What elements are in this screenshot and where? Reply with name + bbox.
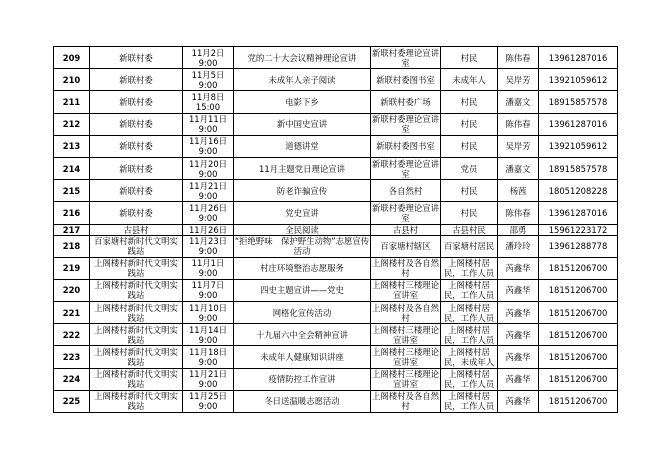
contact-cell: 芮鑫华 bbox=[498, 368, 539, 390]
row-number: 222 bbox=[54, 324, 90, 346]
unit-cell: 上阁楼村新时代文明实践站 bbox=[90, 324, 183, 346]
audience-cell: 上阁楼村居民，工作人员 bbox=[441, 324, 498, 346]
contact-cell: 吴岸芳 bbox=[498, 69, 539, 91]
unit-cell: 古县村 bbox=[90, 224, 183, 235]
unit-cell: 上阁楼村新时代文明实践站 bbox=[90, 302, 183, 324]
date-cell: 11月14日 9:00 bbox=[183, 324, 234, 346]
place-cell: 古县村 bbox=[371, 224, 441, 235]
place-cell: 上阁楼村三楼理论宣讲室 bbox=[372, 369, 439, 390]
row-number: 216 bbox=[54, 202, 90, 224]
row-number: 214 bbox=[54, 157, 90, 179]
row-number: 221 bbox=[54, 302, 90, 324]
date-cell: 11月18日 9:00 bbox=[183, 346, 234, 368]
place-cell: 各自然村 bbox=[371, 180, 441, 202]
contact-cell: 陈伟春 bbox=[498, 202, 539, 224]
row-number: 220 bbox=[54, 279, 90, 301]
date-cell: 11月7日 9:00 bbox=[183, 279, 234, 301]
date-cell: 11月21日 9:00 bbox=[183, 180, 234, 202]
table-row bbox=[54, 279, 618, 301]
phone-cell: 18915857578 bbox=[539, 157, 618, 179]
table-row bbox=[54, 180, 618, 202]
unit-cell: 上阁楼村新时代文明实践站 bbox=[90, 257, 183, 279]
unit-cell: 上阁楼村新时代文明实践站 bbox=[90, 390, 183, 412]
table-body bbox=[54, 47, 618, 413]
table-row bbox=[54, 390, 618, 412]
phone-cell: 13961287016 bbox=[539, 202, 618, 224]
table-row bbox=[54, 324, 618, 346]
title-cell: 党史宣讲 bbox=[234, 202, 371, 224]
phone-cell: 18151206700 bbox=[539, 257, 618, 279]
audience-cell: 党员 bbox=[441, 157, 498, 179]
title-cell: 四史主题宣讲——党史 bbox=[234, 279, 371, 301]
audience-cell: 村民 bbox=[441, 180, 498, 202]
title-cell: 党的二十大会议精神理论宣讲 bbox=[234, 47, 371, 69]
unit-cell: 新联村委 bbox=[90, 69, 183, 91]
place-cell: 新联村委广场 bbox=[371, 91, 441, 113]
title-cell: 防老诈骗宣传 bbox=[234, 180, 371, 202]
row-number: 219 bbox=[54, 257, 90, 279]
audience-cell: 上阁楼村居民，工作人员 bbox=[441, 302, 498, 324]
title-cell: 电影下乡 bbox=[234, 91, 371, 113]
row-number: 217 bbox=[54, 224, 90, 235]
row-number: 224 bbox=[54, 368, 90, 390]
contact-cell: 潘玲玲 bbox=[498, 235, 539, 257]
unit-cell: 百家塘村新时代文明实践站 bbox=[90, 235, 183, 257]
row-number: 213 bbox=[54, 135, 90, 157]
place-cell: 百家塘村辖区 bbox=[371, 235, 441, 257]
audience-cell: 上阁楼村居民，工作人员 bbox=[441, 279, 498, 301]
place-cell: 新联村委理论宣讲室 bbox=[372, 202, 439, 223]
table-row bbox=[54, 91, 618, 113]
date-cell: 11月25日 9:00 bbox=[183, 390, 234, 412]
contact-cell: 芮鑫华 bbox=[498, 302, 539, 324]
audience-cell: 村民 bbox=[441, 47, 498, 69]
audience-cell: 古县村民 bbox=[441, 224, 498, 235]
table-row bbox=[54, 135, 618, 157]
row-number: 218 bbox=[54, 235, 90, 257]
place-cell: 新联村委理论宣讲室 bbox=[372, 158, 439, 179]
audience-cell: 村民 bbox=[441, 91, 498, 113]
table-row bbox=[54, 113, 618, 135]
place-cell: 上阁楼村三楼理论宣讲室 bbox=[372, 347, 439, 368]
title-cell: 村庄环境整治志愿服务 bbox=[234, 257, 371, 279]
contact-cell: 陈伟春 bbox=[498, 113, 539, 135]
table-row bbox=[54, 69, 618, 91]
contact-cell: 潘嘉文 bbox=[498, 91, 539, 113]
phone-cell: 13961287016 bbox=[539, 113, 618, 135]
title-cell: 冬日送温暖志愿活动 bbox=[234, 390, 371, 412]
phone-cell: 18151206700 bbox=[539, 279, 618, 301]
date-cell: 11月5日 9:00 bbox=[183, 69, 234, 91]
date-cell: 11月1日 9:00 bbox=[183, 257, 234, 279]
date-cell: 11月20日 9:00 bbox=[183, 157, 234, 179]
place-cell: 新联村委理论宣讲室 bbox=[372, 47, 439, 68]
place-cell: 新联村委图书室 bbox=[371, 69, 441, 91]
table-row bbox=[54, 368, 618, 390]
unit-cell: 新联村委 bbox=[90, 180, 183, 202]
phone-cell: 18151206700 bbox=[539, 368, 618, 390]
phone-cell: 18151206700 bbox=[539, 346, 618, 368]
table-row bbox=[54, 157, 618, 179]
row-number: 210 bbox=[54, 69, 90, 91]
unit-cell: 新联村委 bbox=[90, 157, 183, 179]
date-cell: 11月23日 9:00 bbox=[183, 235, 234, 257]
table-row bbox=[54, 302, 618, 324]
place-cell: 上阁楼村及各自然村 bbox=[372, 391, 439, 412]
row-number: 225 bbox=[54, 390, 90, 412]
phone-cell: 18151206700 bbox=[539, 390, 618, 412]
place-cell: 上阁楼村三楼理论宣讲室 bbox=[372, 280, 439, 301]
title-cell: “拒绝野味 保护野生动物”志愿宣传活动 bbox=[234, 236, 370, 257]
row-number: 215 bbox=[54, 180, 90, 202]
table-row bbox=[54, 235, 618, 257]
date-cell: 11月21日 9:00 bbox=[183, 368, 234, 390]
phone-cell: 18151206700 bbox=[539, 302, 618, 324]
date-cell: 11月26日 bbox=[183, 224, 234, 235]
date-cell: 11月16日 9:00 bbox=[183, 135, 234, 157]
phone-cell: 13921059612 bbox=[539, 69, 618, 91]
unit-cell: 新联村委 bbox=[90, 91, 183, 113]
row-number: 223 bbox=[54, 346, 90, 368]
audience-cell: 村民 bbox=[441, 113, 498, 135]
phone-cell: 15961223172 bbox=[539, 224, 618, 235]
date-cell: 11月2日 9:00 bbox=[183, 47, 234, 69]
place-cell: 新联村委图书室 bbox=[371, 135, 441, 157]
audience-cell: 上阁楼村居民，工作人员 bbox=[441, 368, 498, 390]
contact-cell: 吴岸芳 bbox=[498, 135, 539, 157]
unit-cell: 新联村委 bbox=[90, 135, 183, 157]
audience-cell: 上阁楼村居民，未成年人 bbox=[441, 346, 498, 368]
audience-cell: 上阁楼村居民，工作人员 bbox=[441, 390, 498, 412]
place-cell: 新联村委理论宣讲室 bbox=[372, 114, 439, 135]
phone-cell: 13921059612 bbox=[539, 135, 618, 157]
title-cell: 疫情防控工作宣讲 bbox=[234, 368, 371, 390]
date-cell: 11月26日 9:00 bbox=[183, 202, 234, 224]
unit-cell: 新联村委 bbox=[90, 113, 183, 135]
title-cell: 11月主题党日理论宣讲 bbox=[234, 157, 371, 179]
contact-cell: 芮鑫华 bbox=[498, 324, 539, 346]
unit-cell: 上阁楼村新时代文明实践站 bbox=[90, 346, 183, 368]
contact-cell: 杨茜 bbox=[498, 180, 539, 202]
audience-cell: 村民 bbox=[441, 135, 498, 157]
title-cell: 未成年人健康知识讲座 bbox=[234, 346, 371, 368]
audience-cell: 村民 bbox=[441, 202, 498, 224]
contact-cell: 陈伟春 bbox=[498, 47, 539, 69]
place-cell: 上阁楼村三楼理论宣讲室 bbox=[372, 324, 439, 345]
date-cell: 11月11日 9:00 bbox=[183, 113, 234, 135]
contact-cell: 芮鑫华 bbox=[498, 346, 539, 368]
row-number: 212 bbox=[54, 113, 90, 135]
table-row bbox=[54, 47, 618, 69]
phone-cell: 13961288778 bbox=[539, 235, 618, 257]
contact-cell: 芮鑫华 bbox=[498, 257, 539, 279]
audience-cell: 上阁楼村居民，工作人员 bbox=[441, 257, 498, 279]
unit-cell: 新联村委 bbox=[90, 202, 183, 224]
title-cell: 网格化宣传活动 bbox=[234, 302, 371, 324]
table-row bbox=[54, 346, 618, 368]
unit-cell: 新联村委 bbox=[90, 47, 183, 69]
audience-cell: 百家塘村居民 bbox=[441, 235, 498, 257]
title-cell: 未成年人亲子阅读 bbox=[234, 69, 371, 91]
row-number: 211 bbox=[54, 91, 90, 113]
unit-cell: 上阁楼村新时代文明实践站 bbox=[90, 279, 183, 301]
title-cell: 新中国史宣讲 bbox=[234, 113, 371, 135]
row-number: 209 bbox=[54, 47, 90, 69]
place-cell: 上阁楼村及各自然村 bbox=[372, 258, 439, 279]
contact-cell: 潘嘉文 bbox=[498, 157, 539, 179]
contact-cell: 芮鑫华 bbox=[498, 279, 539, 301]
table-row bbox=[54, 257, 618, 279]
unit-cell: 上阁楼村新时代文明实践站 bbox=[90, 368, 183, 390]
date-cell: 11月8日 15:00 bbox=[183, 91, 234, 113]
phone-cell: 18151206700 bbox=[539, 324, 618, 346]
audience-cell: 未成年人 bbox=[441, 69, 498, 91]
date-cell: 11月10日 9:00 bbox=[183, 302, 234, 324]
phone-cell: 18915857578 bbox=[539, 91, 618, 113]
title-cell: 道德讲堂 bbox=[234, 135, 371, 157]
title-cell: 全民阅读 bbox=[234, 224, 371, 235]
phone-cell: 18051208228 bbox=[539, 180, 618, 202]
table-row bbox=[54, 202, 618, 224]
activity-table bbox=[53, 46, 618, 413]
title-cell: 十九届六中全会精神宣讲 bbox=[234, 324, 371, 346]
contact-cell: 邵勇 bbox=[498, 224, 539, 235]
contact-cell: 芮鑫华 bbox=[498, 390, 539, 412]
table-row bbox=[54, 224, 618, 235]
phone-cell: 13961287016 bbox=[539, 47, 618, 69]
place-cell: 上阁楼村及各自然村 bbox=[372, 302, 439, 323]
